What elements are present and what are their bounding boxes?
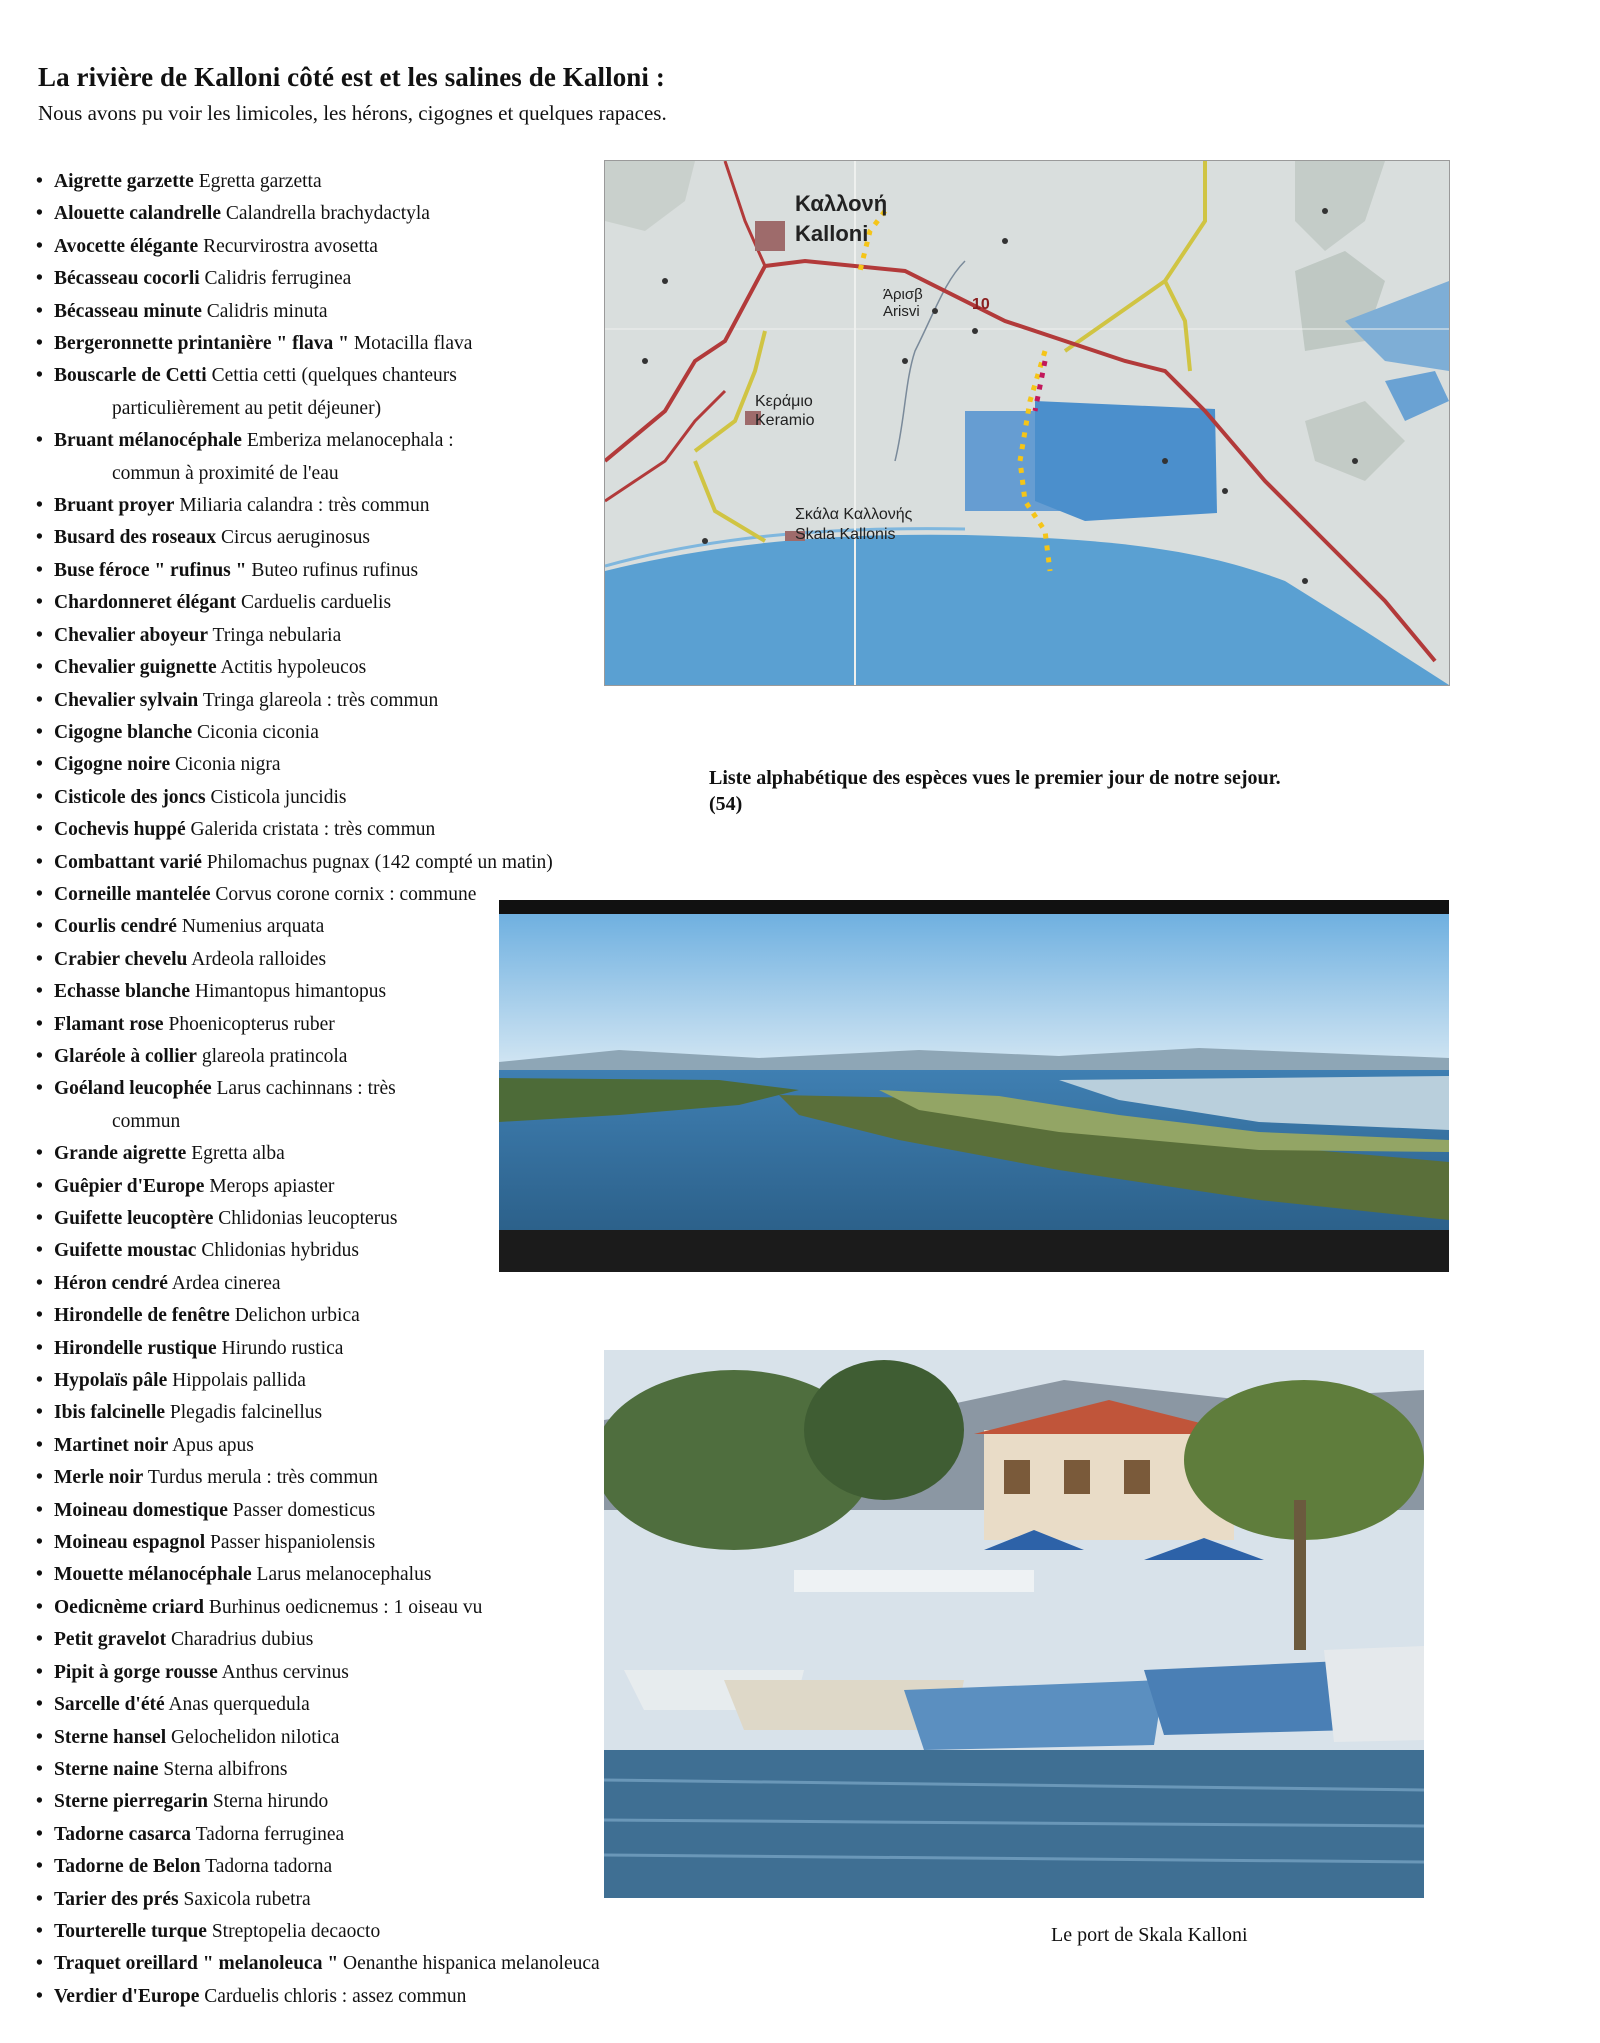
- species-french-name: Sterne pierregarin: [54, 1791, 208, 1813]
- species-french-name: Héron cendré: [54, 1272, 168, 1294]
- species-french-name: Sterne naine: [54, 1758, 159, 1780]
- species-latin-name: Hippolais pallida: [172, 1370, 306, 1392]
- species-latin-name: Chlidonias leucopterus: [218, 1208, 398, 1229]
- species-french-name: Tourterelle turque: [54, 1920, 207, 1942]
- species-french-name: Cisticole des joncs: [54, 786, 206, 808]
- species-latin-name: Anas querquedula: [168, 1694, 310, 1716]
- species-french-name: Glaréole à collier: [54, 1045, 197, 1067]
- species-french-name: Cigogne blanche: [54, 721, 193, 743]
- species-french-name: Busard des roseaux: [54, 527, 217, 549]
- species-latin-name: Tringa nebularia: [212, 624, 342, 646]
- species-latin-name: Passer domesticus: [232, 1499, 376, 1521]
- species-latin-name: Streptopelia decaocto: [211, 1920, 381, 1942]
- species-french-name: Pipit à gorge rousse: [54, 1661, 218, 1683]
- map-label-kalloni: Kalloni: [795, 221, 869, 246]
- species-latin-name: Carduelis chloris : assez commun: [204, 1985, 467, 2007]
- species-count-caption: Liste alphabétique des espèces vues le premier jour de notre sejour. (54): [709, 767, 1281, 815]
- species-french-name: Chevalier aboyeur: [54, 624, 209, 646]
- page-subtitle: Nous avons pu voir les limicoles, les hérons, cigognes et quelques rapaces.: [38, 101, 667, 125]
- species-french-name: Cochevis huppé: [54, 819, 186, 841]
- map-label-kalloni-gr: Καλλονή: [795, 191, 888, 216]
- species-latin-name: Turdus merula : très commun: [147, 1467, 378, 1489]
- species-french-name: Guêpier d'Europe: [54, 1175, 205, 1197]
- species-latin-name: Miliaria calandra : très commun: [179, 495, 430, 517]
- species-french-name: Moineau espagnol: [54, 1532, 206, 1554]
- species-french-name: Courlis cendré: [54, 916, 177, 938]
- species-latin-name: Burhinus oedicnemus : 1 oiseau vu: [208, 1596, 483, 1618]
- species-latin-name: Larus cachinnans : très: [216, 1078, 396, 1100]
- species-latin-name: Galerida cristata : très commun: [190, 819, 436, 841]
- species-french-name: Guifette moustac: [54, 1240, 197, 1262]
- species-french-name: Hirondelle de fenêtre: [54, 1305, 230, 1327]
- species-french-name: Combattant varié: [54, 851, 202, 873]
- species-note-continuation: commun: [112, 1110, 181, 1132]
- species-french-name: Bouscarle de Cetti: [54, 365, 207, 387]
- species-french-name: Bécasseau cocorli: [54, 268, 200, 290]
- species-latin-name: Buteo rufinus rufinus: [251, 559, 419, 581]
- species-latin-name: Phoenicopterus ruber: [168, 1013, 335, 1035]
- species-latin-name: Anthus cervinus: [221, 1661, 349, 1683]
- species-note-continuation: commun à proximité de l'eau: [112, 462, 339, 484]
- map-label-arisvi-gr: Άρισβ: [883, 286, 923, 303]
- species-item: [36, 717, 756, 749]
- saltpan-basin: [1035, 401, 1217, 521]
- species-latin-name: Tadorna tadorna: [205, 1856, 333, 1878]
- species-latin-name: Larus melanocephalus: [256, 1564, 432, 1586]
- species-french-name: Oedicnème criard: [54, 1596, 204, 1618]
- map-label-keramio: Keramio: [755, 412, 815, 429]
- species-note-continuation: particulièrement au petit déjeuner): [112, 397, 382, 419]
- map-label-keramio-gr: Κεράμιο: [755, 393, 813, 410]
- port-photo: [604, 1350, 1424, 1898]
- species-latin-name: glareola pratincola: [201, 1045, 348, 1067]
- species-french-name: Tarier des prés: [54, 1888, 179, 1910]
- species-latin-name: Charadrius dubius: [170, 1629, 314, 1651]
- species-item: [36, 1916, 756, 1948]
- species-latin-name: Egretta alba: [191, 1143, 285, 1165]
- species-latin-name: Motacilla flava: [353, 333, 473, 355]
- species-french-name: Sterne hansel: [54, 1726, 167, 1748]
- species-french-name: Ibis falcinelle: [54, 1402, 166, 1424]
- species-french-name: Corneille mantelée: [54, 883, 211, 905]
- species-latin-name: Circus aeruginosus: [221, 527, 370, 549]
- species-latin-name: Recurvirostra avosetta: [203, 235, 378, 257]
- species-latin-name: Ciconia ciconia: [197, 721, 319, 743]
- species-french-name: Chevalier guignette: [54, 657, 217, 679]
- species-item: [36, 1268, 756, 1300]
- species-latin-name: Cettia cetti (quelques chanteurs: [211, 365, 457, 387]
- species-french-name: Bruant mélanocéphale: [54, 430, 242, 452]
- species-latin-name: Sterna albifrons: [163, 1758, 288, 1780]
- map-label-arisvi: Arisvi: [883, 303, 920, 320]
- species-french-name: Aigrette garzette: [54, 171, 194, 192]
- species-item: [36, 847, 756, 879]
- species-latin-name: Tadorna ferruginea: [195, 1823, 345, 1845]
- species-french-name: Buse féroce " rufinus ": [54, 559, 247, 581]
- map-label-skala: Skala Kallonis: [795, 526, 896, 543]
- species-french-name: Moineau domestique: [54, 1499, 228, 1521]
- species-french-name: Goéland leucophée: [54, 1078, 212, 1100]
- species-item: [36, 1981, 756, 2013]
- species-latin-name: Ardeola ralloides: [191, 948, 327, 970]
- species-french-name: Bécasseau minute: [54, 300, 202, 322]
- species-french-name: Cigogne noire: [54, 754, 171, 776]
- species-latin-name: Emberiza melanocephala :: [246, 430, 454, 452]
- species-french-name: Avocette élégante: [54, 235, 199, 257]
- species-french-name: Tadorne de Belon: [54, 1856, 201, 1878]
- species-latin-name: Oenanthe hispanica melanoleuca: [343, 1953, 600, 1975]
- species-latin-name: Hirundo rustica: [221, 1337, 344, 1359]
- area-map: [604, 160, 1450, 686]
- species-french-name: Flamant rose: [54, 1013, 164, 1035]
- species-latin-name: Passer hispaniolensis: [210, 1532, 376, 1554]
- species-latin-name: Calidris ferruginea: [204, 268, 352, 290]
- species-latin-name: Ciconia nigra: [174, 754, 281, 776]
- species-latin-name: Egretta garzetta: [198, 171, 322, 192]
- species-french-name: Mouette mélanocéphale: [54, 1564, 252, 1586]
- species-latin-name: Actitis hypoleucos: [220, 657, 367, 679]
- species-french-name: Tadorne casarca: [54, 1823, 192, 1845]
- page-title: La rivière de Kalloni côté est et les salines de Kalloni :: [38, 62, 665, 92]
- species-latin-name: Philomachus pugnax (142 compté un matin): [206, 851, 553, 873]
- species-item: [36, 749, 756, 781]
- species-item: [36, 814, 756, 846]
- species-latin-name: Delichon urbica: [234, 1305, 360, 1327]
- species-latin-name: Carduelis carduelis: [241, 592, 392, 614]
- map-label-skala-gr: Σκάλα Καλλονής: [795, 506, 913, 523]
- species-item: [36, 782, 756, 814]
- species-latin-name: Calidris minuta: [206, 300, 328, 322]
- species-latin-name: Saxicola rubetra: [183, 1888, 311, 1910]
- species-item: [36, 685, 756, 717]
- species-french-name: Echasse blanche: [54, 981, 190, 1003]
- species-item: [36, 1948, 756, 1980]
- species-latin-name: Ardea cinerea: [171, 1272, 281, 1294]
- species-french-name: Crabier chevelu: [54, 948, 188, 970]
- map-road-number: 10: [972, 296, 990, 313]
- species-french-name: Chardonneret élégant: [54, 592, 237, 614]
- species-latin-name: Numenius arquata: [181, 916, 325, 938]
- lagoon-photo: [499, 900, 1449, 1272]
- species-latin-name: Plegadis falcinellus: [169, 1402, 323, 1424]
- species-french-name: Merle noir: [54, 1467, 144, 1489]
- species-french-name: Hirondelle rustique: [54, 1337, 217, 1359]
- species-latin-name: Cisticola juncidis: [210, 786, 347, 808]
- species-french-name: Grande aigrette: [54, 1143, 187, 1165]
- species-french-name: Verdier d'Europe: [54, 1985, 200, 2007]
- species-latin-name: Sterna hirundo: [212, 1791, 329, 1813]
- species-french-name: Sarcelle d'été: [54, 1694, 165, 1716]
- species-french-name: Bruant proyer: [54, 495, 175, 517]
- port-caption: Le port de Skala Kalloni: [1051, 1924, 1248, 1946]
- species-french-name: Petit gravelot: [54, 1629, 167, 1651]
- species-french-name: Guifette leucoptère: [54, 1208, 214, 1229]
- species-item: [36, 1300, 756, 1332]
- species-french-name: Hypolaïs pâle: [54, 1370, 168, 1392]
- species-latin-name: Chlidonias hybridus: [201, 1240, 359, 1262]
- species-latin-name: Merops apiaster: [209, 1175, 335, 1197]
- species-latin-name: Corvus corone cornix : commune: [215, 883, 477, 905]
- species-french-name: Chevalier sylvain: [54, 689, 199, 711]
- species-latin-name: Gelochelidon nilotica: [171, 1726, 340, 1748]
- species-french-name: Traquet oreillard " melanoleuca ": [54, 1953, 339, 1975]
- species-latin-name: Calandrella brachydactyla: [225, 203, 430, 225]
- species-french-name: Martinet noir: [54, 1434, 169, 1456]
- species-french-name: Alouette calandrelle: [54, 203, 221, 225]
- species-latin-name: Tringa glareola : très commun: [202, 689, 439, 711]
- species-latin-name: Apus apus: [172, 1434, 254, 1456]
- species-french-name: Bergeronnette printanière " flava ": [54, 333, 349, 355]
- species-latin-name: Himantopus himantopus: [194, 981, 387, 1003]
